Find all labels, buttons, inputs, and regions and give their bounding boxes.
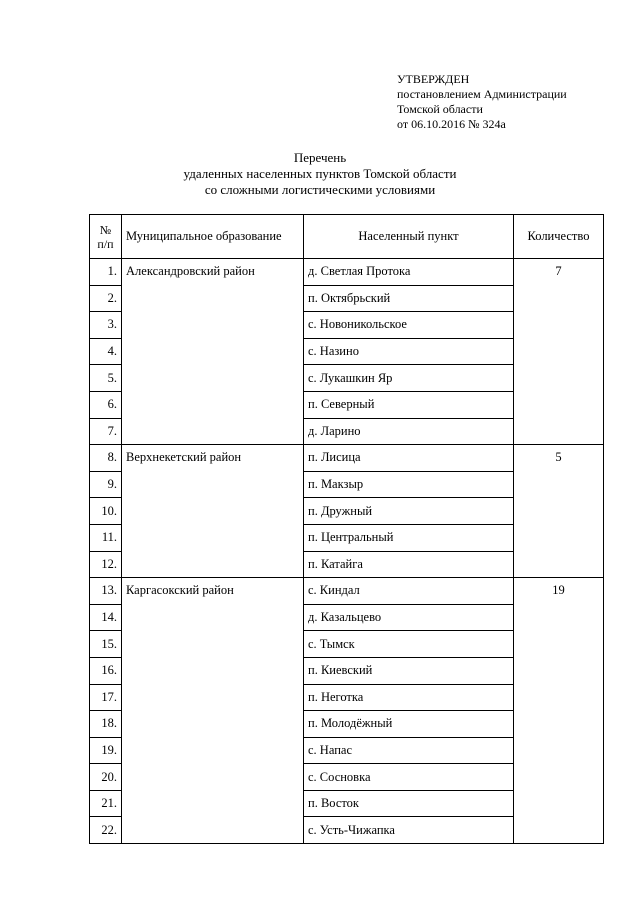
settlement-name: п. Центральный	[304, 524, 514, 551]
table-row	[90, 578, 604, 605]
district-name: Александровский район	[122, 259, 304, 445]
heading-subtitle: со сложными логистическими условиями	[204, 182, 436, 197]
row-number: 18.	[90, 711, 122, 738]
row-number: 17.	[90, 684, 122, 711]
settlement-name: п. Киевский	[304, 657, 514, 684]
settlement-name: п. Молодёжный	[304, 711, 514, 738]
approval-line: постановлением Администрации	[397, 87, 567, 101]
settlement-name: п. Катайга	[304, 551, 514, 578]
table-row	[90, 445, 604, 472]
settlement-name: с. Назино	[304, 338, 514, 365]
settlement-name: п. Северный	[304, 391, 514, 418]
settlement-name: д. Светлая Протока	[304, 259, 514, 286]
settlement-name: с. Усть-Чижапка	[304, 817, 514, 844]
header-number: № п/п	[90, 215, 122, 259]
heading-title: Перечень	[293, 150, 347, 165]
row-number: 10.	[90, 498, 122, 525]
row-number: 20.	[90, 764, 122, 791]
settlement-name: с. Киндал	[304, 578, 514, 605]
row-number: 13.	[90, 578, 122, 605]
header-count: Количество	[514, 215, 604, 259]
heading-subtitle: удаленных населенных пунктов Томской области	[183, 166, 457, 181]
row-number: 12.	[90, 551, 122, 578]
row-number: 3.	[90, 312, 122, 339]
row-number: 15.	[90, 631, 122, 658]
row-number: 14.	[90, 604, 122, 631]
settlement-name: с. Напас	[304, 737, 514, 764]
row-number: 1.	[90, 259, 122, 286]
district-name: Верхнекетский район	[122, 445, 304, 578]
document-heading	[0, 150, 640, 198]
settlement-name: п. Дружный	[304, 498, 514, 525]
row-number: 11.	[90, 524, 122, 551]
row-number: 19.	[90, 737, 122, 764]
header-settlement: Населенный пункт	[304, 215, 514, 259]
row-number: 2.	[90, 285, 122, 312]
settlement-name: с. Лукашкин Яр	[304, 365, 514, 392]
approval-stamp	[397, 72, 567, 132]
approval-title: УТВЕРЖДЕН	[397, 72, 470, 86]
settlements-table	[89, 214, 604, 844]
settlement-name: д. Казальцево	[304, 604, 514, 631]
row-number: 6.	[90, 391, 122, 418]
table-header-row	[90, 215, 604, 259]
row-number: 4.	[90, 338, 122, 365]
district-count: 7	[514, 259, 604, 445]
row-number: 16.	[90, 657, 122, 684]
district-count: 19	[514, 578, 604, 844]
row-number: 7.	[90, 418, 122, 445]
row-number: 5.	[90, 365, 122, 392]
row-number: 21.	[90, 790, 122, 817]
settlement-name: п. Неготка	[304, 684, 514, 711]
settlement-name: с. Новоникольское	[304, 312, 514, 339]
district-count: 5	[514, 445, 604, 578]
row-number: 22.	[90, 817, 122, 844]
approval-date: от 06.10.2016 № 324а	[397, 117, 506, 131]
approval-line: Томской области	[397, 102, 483, 116]
settlement-name: д. Ларино	[304, 418, 514, 445]
district-name: Каргасокский район	[122, 578, 304, 844]
settlement-name: с. Тымск	[304, 631, 514, 658]
settlement-name: п. Макзыр	[304, 471, 514, 498]
table-row	[90, 259, 604, 286]
settlement-name: с. Сосновка	[304, 764, 514, 791]
settlement-name: п. Октябрьский	[304, 285, 514, 312]
settlement-name: п. Лисица	[304, 445, 514, 472]
settlement-name: п. Восток	[304, 790, 514, 817]
row-number: 8.	[90, 445, 122, 472]
row-number: 9.	[90, 471, 122, 498]
header-municipality: Муниципальное образование	[122, 215, 304, 259]
